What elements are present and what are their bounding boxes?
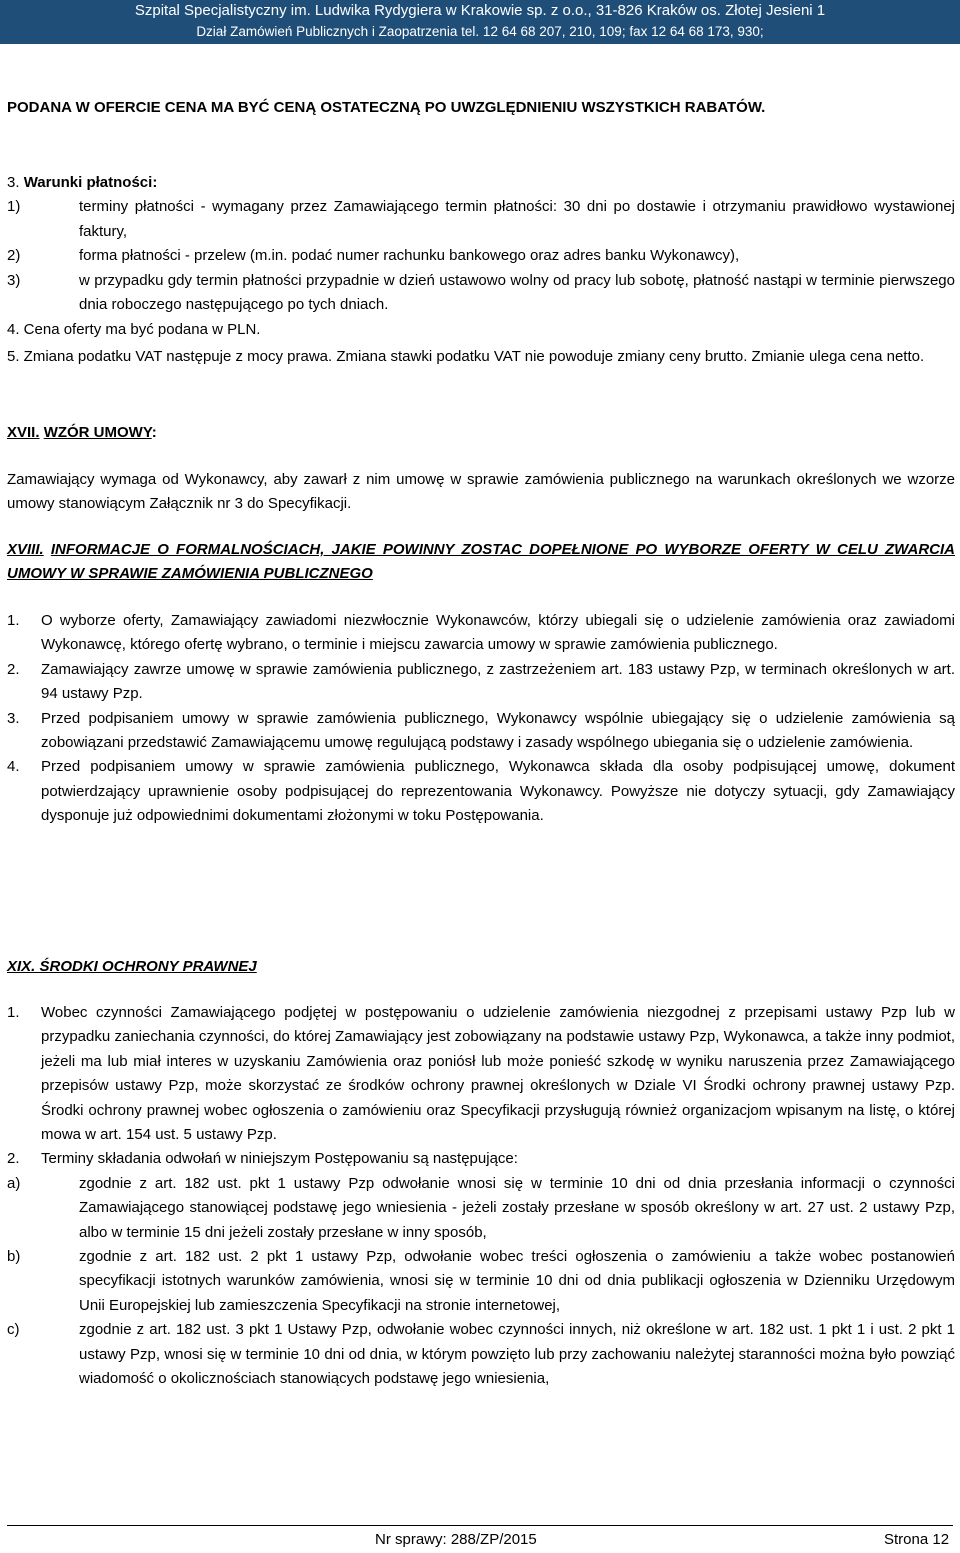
section-19-subitem-letter: a) — [7, 1174, 21, 1192]
payment-item — [7, 195, 955, 244]
section-17-body: Zamawiający wymaga od Wykonawcy, aby zawarł z nim umowę w sprawie zamówienia publicznego na warunkach określonych we wzorze umowy stanowiącym Załącznik nr 3 do Specyfikacji. — [7, 471, 955, 513]
section-18-item — [7, 707, 955, 756]
footer-page-number: Strona 12 — [884, 1531, 950, 1548]
payment-title: Warunki płatności: — [23, 174, 158, 191]
section-19-item-text: Terminy składania odwołań w niniejszym Postępowaniu są następujące: — [41, 1150, 518, 1168]
section-17-title: WZÓR UMOWY — [43, 424, 152, 441]
section-19-subitem-text: zgodnie z art. 182 ust. pkt 1 ustawy Pzp odwołanie wnosi się w terminie 10 dni od dnia przesłania informacji o czynności Zamawiającego stanowiącej podstawę jego wniesienia - jeżeli zostały przesłane w sposób określony w art. 27 ust. 2 ustawy Pzp, albo w terminie 15 dni jeżeli zostały przesłane w inny sposób, — [79, 1174, 955, 1241]
section-17-colon: : — [151, 424, 157, 441]
section-18-item — [7, 658, 955, 707]
section-19-subitem-letter: b) — [7, 1248, 21, 1266]
letterhead-band — [0, 0, 960, 44]
payment-list — [7, 195, 955, 317]
payment-item-number: 2) — [7, 247, 21, 265]
section-18-list — [7, 609, 955, 829]
section-19-subitem-letter: c) — [7, 1321, 20, 1339]
footer-case-number: Nr sprawy: 288/ZP/2015 — [375, 1531, 537, 1548]
section-17-number: XVII. — [7, 424, 40, 441]
section-18-item-text: Przed podpisaniem umowy w sprawie zamówienia publicznego, Wykonawca składa dla osoby podpisującej umowę, dokument potwierdzający uprawnienie osoby podpisującej do reprezentowania Wykonawcy. Powyższe nie dotyczy sytuacji, gdy Zamawiający dysponuje już odpowiednimi dokumentami złożonymi w toku Postępowania. — [41, 758, 955, 825]
section-17-heading — [7, 421, 955, 445]
section-18-item-number: 3. — [7, 709, 20, 727]
section-19-item-text: Wobec czynności Zamawiającego podjętej w postępowaniu o udzielenie zamówienia niezgodnej z przepisami ustawy Pzp lub w przypadku zaniechania czynności, do której Zamawiający jest zobowiązany na podstawie ustawy Pzp, Wykonawca, a także inny podmiot, jeżeli ma lub miał interes w uzyskaniu Zamówienia oraz poniósł lub może ponieść szkodę w wyniku naruszenia przez Zamawiającego przepisów ustawy Pzp, może skorzystać ze środków ochrony prawnej określonych w Dziale VI Środki ochrony prawnej ustawy Pzp. Środki ochrony prawnej wobec ogłoszenia o zamówieniu oraz Specyfikacji przysługują również organizacjom wpisanym na listę, o której mowa w art. 154 ust. 5 ustawy Pzp. — [41, 1004, 955, 1144]
section-19-item-number: 2. — [7, 1150, 20, 1168]
payment-item-text: forma płatności - przelew (m.in. podać numer rachunku bankowego oraz adres banku Wykonawcy), — [79, 247, 740, 265]
payment-item — [7, 244, 955, 268]
section-19-subitem — [7, 1245, 955, 1318]
section-19-heading: XIX. ŚRODKI OCHRONY PRAWNEJ — [7, 958, 257, 975]
section-19-list — [7, 1001, 955, 1392]
payment-heading — [7, 171, 955, 195]
payment-number: 3. — [7, 174, 20, 191]
section-18-title: INFORMACJE O FORMALNOŚCIACH, JAKIE POWINNY ZOSTAC DOPEŁNIONE PO WYBORZE OFERTY W CELU ZWARCIA UMOWY W SPRAWIE ZAMÓWIENIA PUBLICZNEGO — [7, 541, 955, 583]
section-18-item — [7, 609, 955, 658]
section-18-item-text: Zamawiający zawrze umowę w sprawie zamówienia publicznego, z zastrzeżeniem art. 183 ustawy Pzp, w terminach określonych w art. 94 ustawy Pzp. — [41, 660, 955, 703]
section-19-item — [7, 1147, 955, 1171]
price-note: PODANA W OFERCIE CENA MA BYĆ CENĄ OSTATECZNĄ PO UWZGLĘDNIENIU WSZYSTKICH RABATÓW. — [7, 99, 766, 116]
section-19-subitem-text: zgodnie z art. 182 ust. 3 pkt 1 Ustawy Pzp, odwołanie wobec czynności innych, niż określone w art. 182 ust. 1 pkt 1 i ust. 2 pkt 1 ustawy Pzp, wnosi się w terminie 10 dni od dnia, w którym powzięto lub przy zachowaniu należytej staranności można było powziąć wiadomość o okolicznościach stanowiących podstawę jego wniesienia, — [79, 1321, 955, 1388]
payment-terms — [7, 171, 955, 317]
section-18-item — [7, 755, 955, 828]
payment-item-number: 3) — [7, 271, 21, 289]
letterhead-line-2: Dział Zamówień Publicznych i Zaopatrzenia tel. 12 64 68 207, 210, 109; fax 12 64 68 173, 930; — [196, 24, 764, 39]
section-19-subitem — [7, 1318, 955, 1391]
footer-divider — [7, 1525, 953, 1526]
section-18-item-number: 1. — [7, 612, 20, 629]
section-19-item-number: 1. — [7, 1004, 20, 1021]
letterhead-line-1: Szpital Specjalistyczny im. Ludwika Rydygiera w Krakowie sp. z o.o., 31-826 Kraków os. Złotej Jesieni 1 — [134, 2, 826, 19]
section-18-number: XVIII. — [7, 541, 44, 558]
payment-item-text: terminy płatności - wymagany przez Zamawiającego termin płatności: 30 dni po dostawie i otrzymaniu prawidłowo wystawionej faktury, — [79, 198, 955, 240]
section-18-item-text: O wyborze oferty, Zamawiający zawiadomi niezwłocznie Wykonawców, którzy ubiegali się o udzielenie zamówienia oraz zawiadomi Wykonawcę, którego ofertę wybrano, o terminie i miejscu zawarcia umowy w sprawie zamówienia publicznego. — [41, 612, 955, 654]
section-18-heading — [7, 538, 955, 587]
section-18-item-text: Przed podpisaniem umowy w sprawie zamówienia publicznego, Wykonawcy wspólnie ubiegający się o udzielenie zamówienia są zobowiązani przedstawić Zamawiającemu umowę regulującą podstawy i zasady wspólnego ubiegania się o udzielenie zamówienia. — [41, 709, 955, 752]
payment-item-number: 1) — [7, 198, 21, 216]
payment-item-text: w przypadku gdy termin płatności przypadnie w dzień ustawowo wolny od pracy lub sobotę, płatność nastąpi w terminie pierwszego dnia roboczego następującego po tych dniach. — [79, 271, 955, 314]
section-19-subitem — [7, 1172, 955, 1245]
section-19-item — [7, 1001, 955, 1147]
point-5: 5. Zmiana podatku VAT następuje z mocy prawa. Zmiana stawki podatku VAT nie powoduje zmiany ceny brutto. Zmianie ulega cena netto. — [7, 348, 925, 365]
section-19-subitem-text: zgodnie z art. 182 ust. 2 pkt 1 ustawy Pzp, odwołanie wobec treści ogłoszenia o zamówieniu a także wobec postanowień specyfikacji istotnych warunków zamówienia, wnosi się w terminie 10 dni od dnia publikacji ogłoszenia w Dzienniku Urzędowym Unii Europejskiej lub zamieszczenia Specyfikacji na stronie internetowej, — [79, 1248, 955, 1314]
point-4: 4. Cena oferty ma być podana w PLN. — [7, 321, 261, 338]
section-18-item-number: 4. — [7, 758, 20, 776]
payment-item — [7, 269, 955, 318]
section-18-item-number: 2. — [7, 660, 20, 678]
